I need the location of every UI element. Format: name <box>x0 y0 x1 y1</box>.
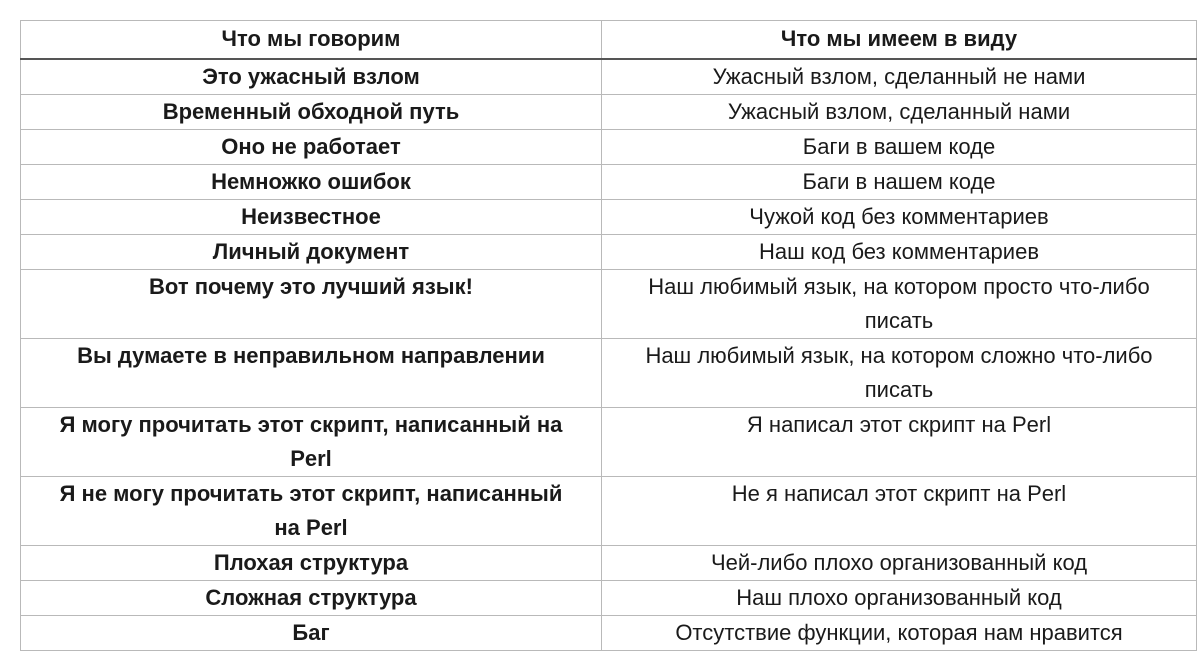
what-we-say-cell: Плохая структура <box>21 546 602 581</box>
what-we-say-cell: Сложная структура <box>21 581 602 616</box>
what-we-mean-cell: Наш код без комментариев <box>602 235 1197 270</box>
table-row <box>21 200 1197 235</box>
what-we-mean-cell: Чужой код без комментариев <box>602 200 1197 235</box>
table-row <box>21 546 1197 581</box>
table-row <box>21 616 1197 651</box>
what-we-say-cell: Временный обходной путь <box>21 95 602 130</box>
table-row <box>21 59 1197 95</box>
what-we-mean-cell: Отсутствие функции, которая нам нравится <box>602 616 1197 651</box>
table-header-row <box>21 21 1197 60</box>
what-we-say-cell: Оно не работает <box>21 130 602 165</box>
table-row <box>21 270 1197 339</box>
table-row <box>21 130 1197 165</box>
column-header-what-we-say: Что мы говорим <box>21 21 602 60</box>
table-row <box>21 581 1197 616</box>
what-we-say-cell: Вот почему это лучший язык! <box>21 270 602 339</box>
what-we-say-cell: Личный документ <box>21 235 602 270</box>
what-we-mean-cell: Наш любимый язык, на котором сложно что-либо писать <box>602 339 1197 408</box>
what-we-say-cell: Баг <box>21 616 602 651</box>
what-we-say-cell: Я не могу прочитать этот скрипт, написанный на Perl <box>21 477 602 546</box>
what-we-mean-cell: Не я написал этот скрипт на Perl <box>602 477 1197 546</box>
table-row <box>21 95 1197 130</box>
what-we-mean-cell: Баги в вашем коде <box>602 130 1197 165</box>
comparison-table <box>20 20 1197 651</box>
what-we-say-cell: Я могу прочитать этот скрипт, написанный на Perl <box>21 408 602 477</box>
table-row <box>21 477 1197 546</box>
what-we-mean-cell: Наш плохо организованный код <box>602 581 1197 616</box>
what-we-mean-cell: Баги в нашем коде <box>602 165 1197 200</box>
what-we-say-cell: Вы думаете в неправильном направлении <box>21 339 602 408</box>
table-row <box>21 408 1197 477</box>
what-we-say-cell: Это ужасный взлом <box>21 59 602 95</box>
what-we-mean-cell: Ужасный взлом, сделанный нами <box>602 95 1197 130</box>
what-we-mean-cell: Я написал этот скрипт на Perl <box>602 408 1197 477</box>
what-we-mean-cell: Чей-либо плохо организованный код <box>602 546 1197 581</box>
what-we-say-cell: Неизвестное <box>21 200 602 235</box>
table-row <box>21 339 1197 408</box>
table-row <box>21 165 1197 200</box>
what-we-say-cell: Немножко ошибок <box>21 165 602 200</box>
what-we-mean-cell: Ужасный взлом, сделанный не нами <box>602 59 1197 95</box>
what-we-mean-cell: Наш любимый язык, на котором просто что-либо писать <box>602 270 1197 339</box>
table-row <box>21 235 1197 270</box>
column-header-what-we-mean: Что мы имеем в виду <box>602 21 1197 60</box>
